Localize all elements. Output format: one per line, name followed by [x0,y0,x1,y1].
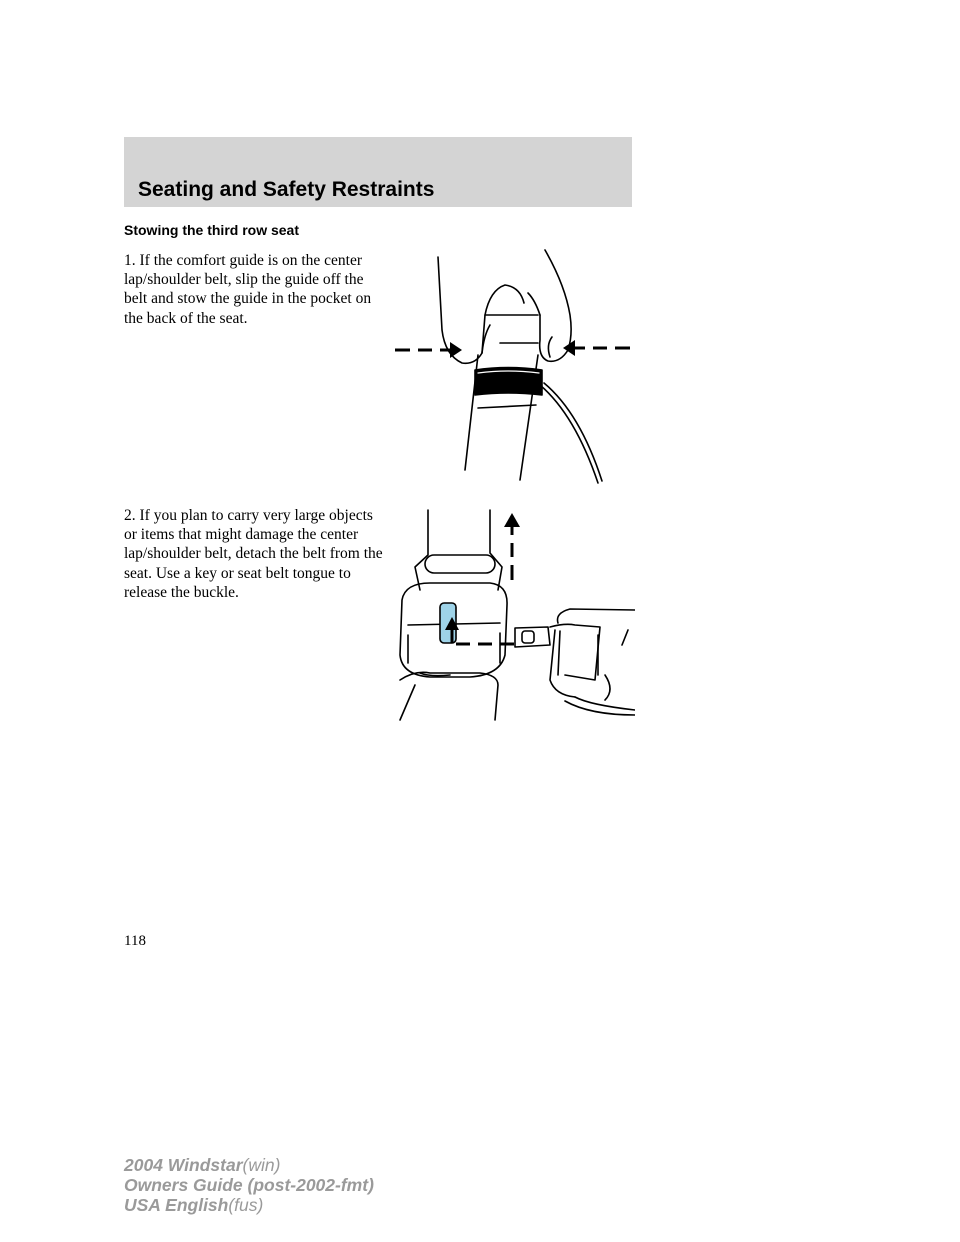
buckle-release-illustration [390,505,635,725]
footer-line-2 [124,1175,374,1195]
footer-model: 2004 Windstar [124,1155,243,1175]
page-number: 118 [124,933,146,949]
comfort-guide-illustration [390,245,635,485]
section-heading: Stowing the third row seat [124,222,300,238]
footer-language: USA English [124,1195,229,1215]
page-title: Seating and Safety Restraints [138,178,435,201]
footer-language-code: (fus) [228,1195,264,1215]
step-1-text: 1. If the comfort guide is on the center lap/shoulder belt, slip the guide off the belt and stow the guide in the pocket on the back of the seat. [124,252,372,327]
footer-guide: Owners Guide (post-2002-fmt) [124,1175,374,1195]
footer-model-code: (win) [242,1155,281,1175]
document-footer [124,1155,374,1215]
step-2-text: 2. If you plan to carry very large objects or items that might damage the center lap/shoulder belt, detach the belt from the seat. Use a key or seat belt tongue to release the buckle. [124,507,383,601]
footer-line-3 [124,1195,374,1215]
footer-line-1 [124,1155,374,1175]
